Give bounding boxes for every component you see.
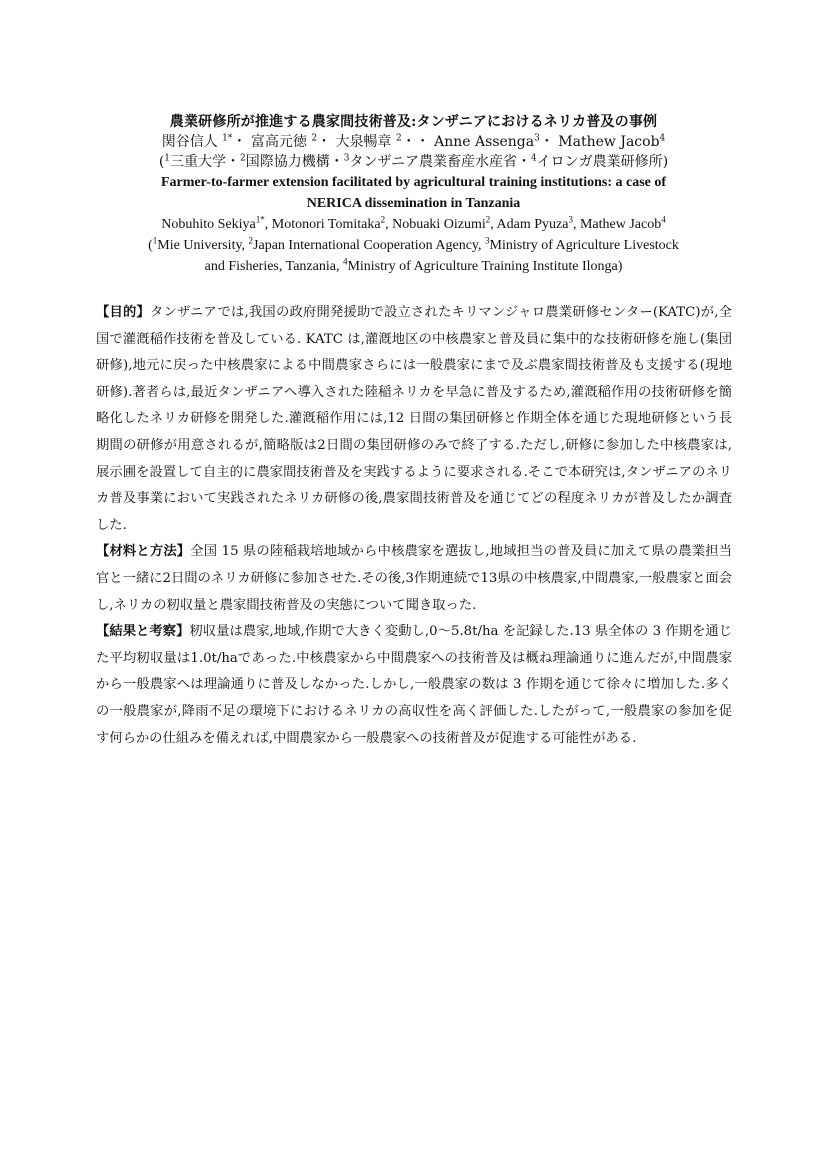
section-heading: 【結果と考察】 bbox=[96, 624, 190, 640]
japanese-title: 農業研修所が推進する農家間技術普及:タンザニアにおけるネリカ普及の事例 bbox=[169, 114, 658, 130]
english-affiliations-line-2: and Fisheries, Tanzania, $^4$Ministry of Agriculture Training Institute Ilonga) bbox=[204, 256, 623, 274]
english-title-line-1: Farmer-to-farmer extension facilitated by agricultural training institutions: a case of bbox=[160, 175, 667, 190]
japanese-author-list bbox=[60, 132, 767, 152]
section-text: 全国 15 県の陸稲栽培地域から中核農家を選抜し,地域担当の普及員に加えて県の農業担当官と一緒に2日間のネリカ研修に参加させた.その後,3作期連続で13県の中核農家,中間農家,一般農家と面会し,ネリカの籾収量と農家間技術普及の実態について聞き取った. bbox=[96, 544, 732, 613]
section-text: 籾収量は農家,地域,作期で大きく変動し,0〜5.8t/ha を記録した.13 県全体の 3 作期を通じた平均籾収量は1.0t/haであった.中核農家から中間農家への技術普及は概ね理論通りに進んだが,中間農家から一般農家へは理論通りに普及しなかった.しかし,一般農家の数は 3 作期を通じて徐々に増加した.多くの一般農家が,降雨不足の環境下におけるネリカの高収性を高く評価した.したがって,一般農家の参加を促す何らかの仕組みを備えれば,中間農家から一般農家への技術普及が促進する可能性がある. bbox=[96, 624, 732, 746]
section-purpose bbox=[96, 300, 732, 539]
japanese-affiliations: ($^1$三重大学・$^2$国際協力機構・$^3$タンザニア農業畜産水産省・$^4$イロンガ農業研修所) bbox=[158, 153, 669, 170]
english-affiliations bbox=[60, 235, 767, 277]
english-title-line-2: NERICA dissemination in Tanzania bbox=[306, 196, 521, 211]
english-title bbox=[60, 172, 767, 214]
section-text: タンザニアでは,我国の政府開発援助で設立されたキリマンジャロ農業研修センター(KATC)が,全国で灌漑稲作技術を普及している. KATC は,灌漑地区の中核農家と普及員に集中的な技術研修を施し(集団研修),地元に戻った中核農家による中間農家さらには一般農家にまで及ぶ農家間技術普及も支援する(現地研修).著者らは,最近タンザニアへ導入された陸稲ネリカを早急に普及するため,灌漑稲作用の技術研修を簡略化したネリカ研修を開発した.灌漑稲作用には,12 日間の集団研修と作期全体を通じた現地研修という長期間の研修が用意されるが,簡略版は2日間の集団研修のみで終了する.ただし,研修に参加した中核農家は,展示圃を設置して自主的に農家間技術普及を実践するように要求される.そこで本研究は,タンザニアのネリカ普及事業において実践されたネリカ研修の後,農家間技術普及を通じてどの程度ネリカが普及したか調査した. bbox=[96, 305, 732, 533]
author-2: 富高元徳 $^2$・ bbox=[250, 133, 332, 150]
author-3: 大泉暢章 $^2$・・ bbox=[335, 133, 430, 150]
section-heading: 【目的】 bbox=[96, 305, 151, 320]
section-materials-methods bbox=[96, 539, 732, 619]
section-results-discussion bbox=[96, 619, 732, 752]
abstract-body bbox=[96, 300, 732, 752]
author-1: 関谷信人 $^{1*}$・ bbox=[161, 133, 247, 150]
english-author-list: Nobuhito Sekiya$^{1*}$, Motonori Tomitaka$^2$, Nobuaki Oizumi$^2$, Adam Pyuza$^3$, Mathew Jacob$^4$ bbox=[161, 214, 666, 232]
author-4: Anne Assenga$^3$・ bbox=[434, 133, 554, 150]
paper-header bbox=[60, 112, 767, 277]
author-5: Mathew Jacob$^4$ bbox=[558, 133, 666, 150]
english-affiliations-line-1: ($^1$Mie University, $^2$Japan International Cooperation Agency, $^3$Ministry of Agriculture Livestock bbox=[148, 235, 679, 253]
section-heading: 【材料と方法】 bbox=[96, 544, 191, 560]
